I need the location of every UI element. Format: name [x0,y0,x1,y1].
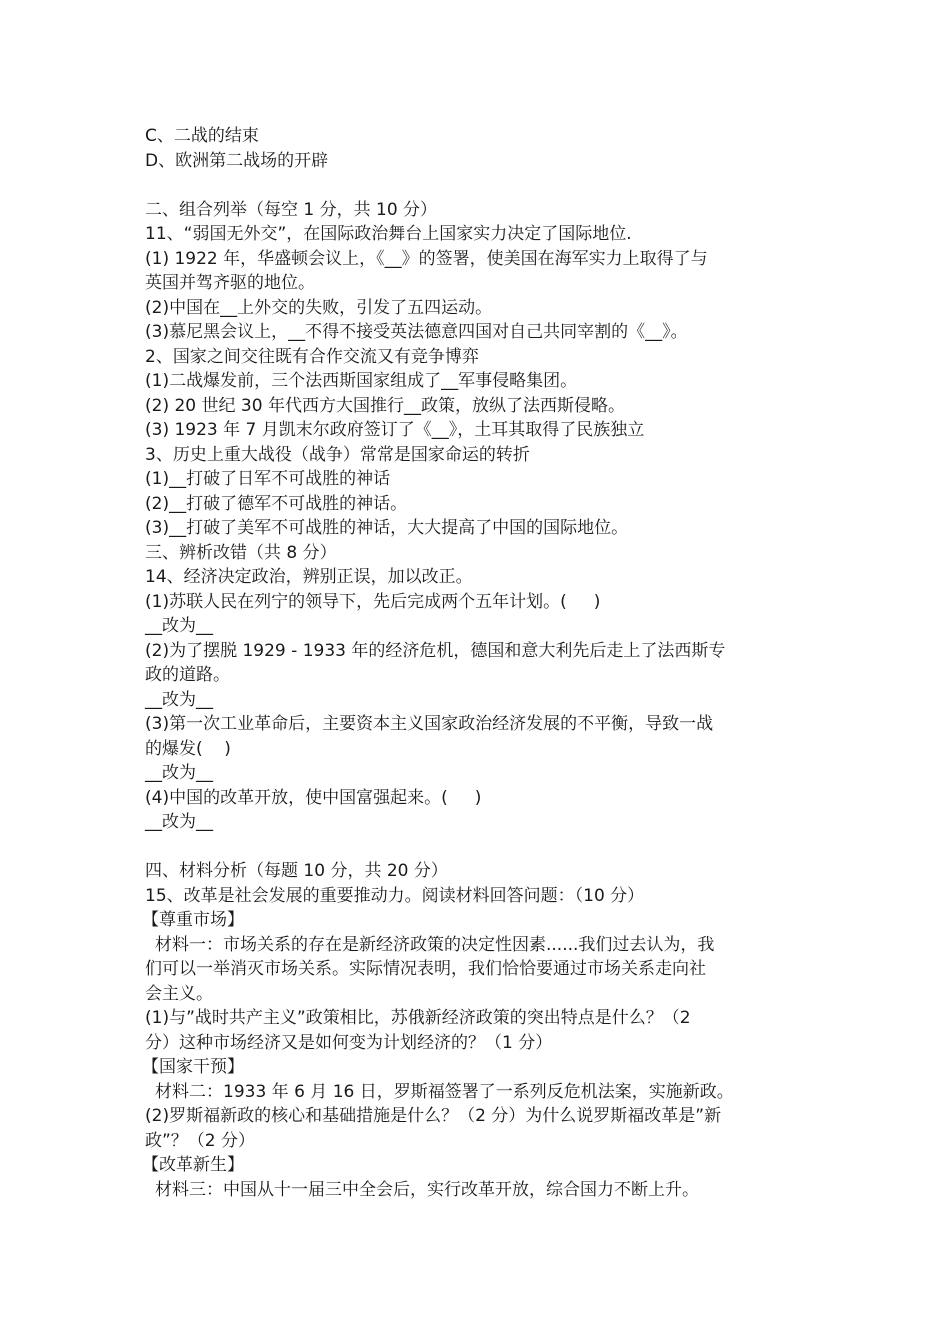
question-14-3: (3)第一次工业革命后，主要资本主义国家政治经济发展的不平衡，导致一战 [145,714,714,734]
section-3-heading: 三、辨析改错（共 8 分） [145,542,337,563]
subheading-reform: 【改革新生】 [142,1155,244,1175]
correction-line: __改为__ [145,616,213,636]
question-13: 3、历史上重大战役（战争）常常是国家命运的转折 [145,444,530,465]
question-15: 15、改革是社会发展的重要推动力。阅读材料回答问题：（10 分） [145,885,645,906]
question-11-2: (2)中国在__上外交的失败，引发了五四运动。 [145,297,493,318]
question-13-3: (3)__打破了美军不可战胜的神话，大大提高了中国的国际地位。 [145,518,629,538]
correction-line: __改为__ [145,812,213,832]
question-14-2-cont: 政的道路。 [145,665,230,685]
question-12-1: (1)二战爆发前，三个法西斯国家组成了__军事侵略集团。 [145,371,578,391]
section-2-heading: 二、组合列举（每空 1 分，共 10 分） [145,199,438,220]
material-1-cont: 们可以一举消灭市场关系。实际情况表明，我们恰恰要通过市场关系走向社 [145,959,706,979]
question-12: 2、国家之间交往既有合作交流又有竞争博弈 [145,346,479,367]
material-1-cont: 会主义。 [145,983,213,1004]
question-14-2: (2)为了摆脱 1929 - 1933 年的经济危机，德国和意大利先后走上了法西斯专 [145,640,726,661]
question-14-4: (4)中国的改革开放，使中国富强起来。( ) [145,787,482,808]
subheading-market: 【尊重市场】 [142,910,244,930]
question-12-3: (3) 1923 年 7 月凯末尔政府签订了《__》，土耳其取得了民族独立 [145,420,645,440]
question-14-1: (1)苏联人民在列宁的领导下，先后完成两个五年计划。( ) [145,591,601,612]
option-d: D、欧洲第二战场的开辟 [145,150,329,171]
question-14: 14、经济决定政治，辨别正误，加以改正。 [145,567,473,587]
question-11-1: (1) 1922 年，华盛顿会议上，《__》的签署，使美国在海军实力上取得了与 [145,248,708,269]
question-14-3-cont: 的爆发( ) [145,738,231,759]
option-c: C、二战的结束 [145,126,259,146]
question-11: 11、“弱国无外交”，在国际政治舞台上国家实力决定了国际地位. [145,224,632,244]
blank-line [145,173,815,198]
question-11-1-cont: 英国并驾齐驱的地位。 [145,273,315,293]
section-4-heading: 四、材料分析（每题 10 分，共 20 分） [145,861,448,881]
question-12-2: (2) 20 世纪 30 年代西方大国推行__政策，放纵了法西斯侵略。 [145,395,625,416]
question-13-1: (1)__打破了日军不可战胜的神话 [145,469,391,489]
material-1: 材料一：市场关系的存在是新经济政策的决定性因素......我们过去认为，我 [155,934,715,955]
material-3: 材料三：中国从十一届三中全会后，实行改革开放，综合国力不断上升。 [155,1179,699,1200]
blank-line [145,835,815,860]
question-11-3: (3)慕尼黑会议上，__不得不接受英法德意四国对自己共同宰割的《__》。 [145,322,688,342]
question-15-1-cont: 分）这种市场经济又是如何变为计划经济的？（1 分） [145,1032,553,1053]
question-15-2: (2)罗斯福新政的核心和基础措施是什么？（2 分）为什么说罗斯福改革是”新 [145,1106,722,1126]
correction-line: __改为__ [145,763,213,783]
subheading-intervention: 【国家干预】 [142,1057,244,1077]
material-2: 材料二：1933 年 6 月 16 日，罗斯福签署了一系列反危机法案，实施新政。 [155,1081,734,1102]
question-15-2-cont: 政”？（2 分） [145,1130,256,1151]
correction-line: __改为__ [145,689,213,710]
exam-content [142,124,815,1202]
question-13-2: (2)__打破了德军不可战胜的神话。 [145,493,408,514]
question-15-1: (1)与”战时共产主义”政策相比，苏俄新经济政策的突出特点是什么？（2 [145,1008,691,1028]
